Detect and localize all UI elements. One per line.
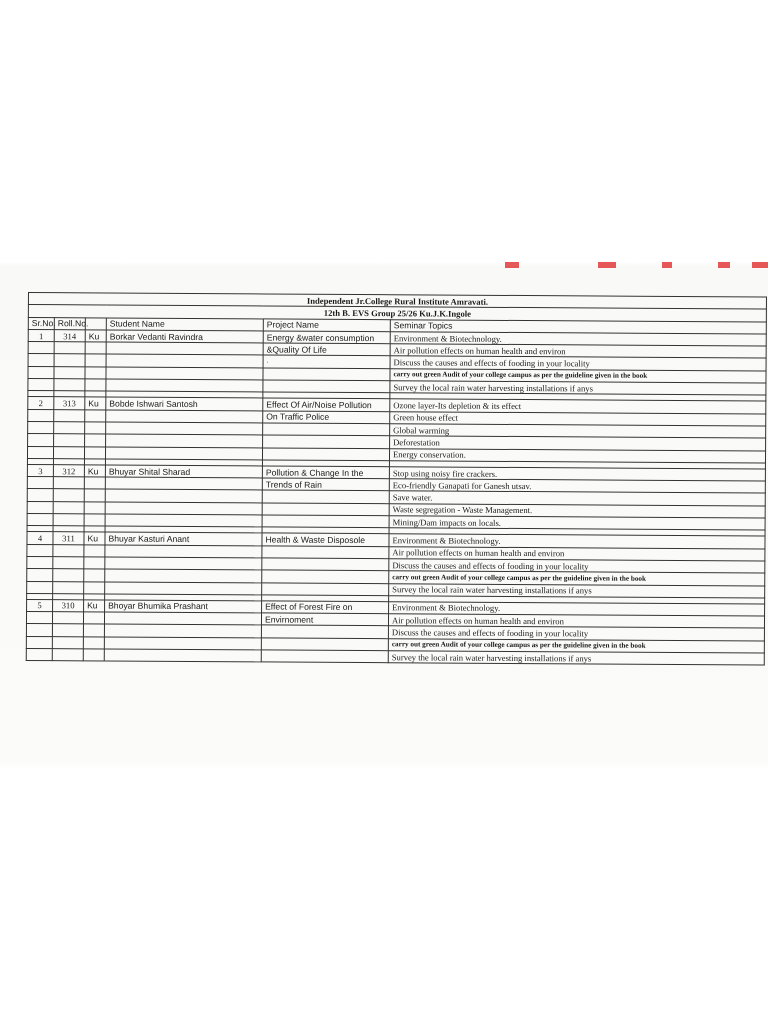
student-name-cell (106, 354, 263, 367)
seminar-topic-cell: Discuss the causes and effects of fooding in your locality (389, 559, 765, 574)
student-name-cell (104, 649, 261, 662)
col-header-prefix (85, 317, 106, 329)
project-name-cell (262, 503, 389, 516)
seminar-topic-cell: Eco-friendly Ganapati for Ganesh utsav. (389, 479, 765, 494)
seminar-topic-cell: carry out green Audit of your college campus as per the guideline given in the book (388, 638, 764, 653)
roll-no-cell (53, 514, 84, 526)
project-name-cell: Trends of Rain (262, 478, 389, 491)
sr-no-cell (28, 354, 54, 366)
seminar-topic-cell: Survey the local rain water harvesting installations if anys (390, 381, 766, 396)
prefix-cell: Ku (84, 465, 105, 477)
document-title: Independent Jr.College Rural Institute Amravati. (28, 293, 766, 310)
roll-no-cell (54, 366, 85, 378)
roll-no-cell: 314 (54, 330, 85, 342)
prefix-cell (85, 342, 106, 354)
prefix-cell (84, 446, 105, 458)
seminar-topic-cell: Discuss the causes and effects of fooding in your locality (390, 356, 766, 371)
sr-no-cell (27, 514, 53, 526)
roll-no-cell (53, 477, 84, 489)
project-name-cell (261, 625, 388, 638)
student-name-cell (104, 637, 261, 650)
sr-no-cell (26, 649, 52, 661)
red-edge-mark (662, 262, 672, 268)
sr-no-cell (27, 446, 53, 458)
project-name-cell (262, 447, 389, 460)
red-edge-mark (752, 262, 768, 268)
red-edge-mark (598, 262, 616, 268)
sr-no-cell (27, 581, 53, 593)
project-name-cell: Energy &water consumption (263, 331, 390, 344)
project-name-cell (262, 546, 389, 559)
sr-no-cell (28, 434, 54, 446)
sr-no-cell (26, 636, 52, 648)
student-name-cell: Bhoyar Bhumika Prashant (105, 600, 262, 613)
roll-no-cell (53, 569, 84, 581)
project-name-cell (262, 570, 389, 583)
seminar-topic-cell: Environment & Biotechnology. (389, 602, 765, 617)
project-name-cell: On Traffic Police (263, 411, 390, 424)
prefix-cell (84, 544, 105, 556)
roll-no-cell (54, 434, 85, 446)
student-name-cell (105, 557, 262, 570)
prefix-cell (85, 367, 106, 379)
sr-no-cell: 1 (28, 329, 54, 341)
sr-no-cell (28, 409, 54, 421)
prefix-cell (83, 612, 104, 624)
project-name-cell: Effect Of Air/Noise Pollution (263, 398, 390, 411)
prefix-cell: Ku (85, 330, 106, 342)
seminar-topic-cell: Air pollution effects on human health and environ (388, 614, 764, 629)
project-name-cell (263, 423, 390, 436)
seminar-topic-cell: Deforestation (390, 436, 766, 451)
project-table (26, 292, 767, 666)
sr-no-cell (27, 489, 53, 501)
student-name-cell (106, 434, 263, 447)
student-name-cell (105, 514, 262, 527)
roll-no-cell (54, 354, 85, 366)
prefix-cell (83, 637, 104, 649)
col-header-student-name: Student Name (106, 318, 263, 331)
prefix-cell: Ku (84, 532, 105, 544)
prefix-cell (84, 477, 105, 489)
prefix-cell (85, 422, 106, 434)
sr-no-cell (27, 501, 53, 513)
roll-no-cell (52, 624, 83, 636)
student-name-cell (106, 410, 263, 423)
sr-no-cell (28, 342, 54, 354)
sr-no-cell (28, 379, 54, 391)
sr-no-cell: 5 (27, 599, 53, 611)
prefix-cell (85, 410, 106, 422)
prefix-cell (85, 434, 106, 446)
prefix-cell (85, 379, 106, 391)
roll-no-cell (54, 379, 85, 391)
seminar-topic-cell: Stop using noisy fire crackers. (389, 467, 765, 482)
roll-no-cell: 312 (53, 465, 84, 477)
student-name-cell (105, 447, 262, 460)
roll-no-cell (53, 544, 84, 556)
project-name-cell (263, 380, 390, 393)
sr-no-cell: 3 (27, 464, 53, 476)
roll-no-cell: 313 (54, 397, 85, 409)
student-name-cell (105, 502, 262, 515)
project-name-cell: Health & Waste Disposole (262, 533, 389, 546)
seminar-topic-cell: Survey the local rain water harvesting installations if anys (389, 583, 765, 598)
prefix-cell (84, 514, 105, 526)
prefix-cell (83, 649, 104, 661)
seminar-topic-cell: Ozone layer-Its depletion & its effect (390, 399, 766, 414)
student-name-cell (105, 477, 262, 490)
col-header-project-name: Project Name (263, 319, 390, 332)
student-name-cell (106, 342, 263, 355)
document-subtitle: 12th B. EVS Group 25/26 Ku.J.K.Ingole (28, 305, 766, 322)
student-name-cell (105, 569, 262, 582)
roll-no-cell (54, 342, 85, 354)
seminar-topic-cell: Air pollution effects on human health and environ (390, 344, 766, 359)
col-header-roll-no: Roll.No. (54, 317, 85, 329)
student-name-cell: Borkar Vedanti Ravindra (106, 330, 263, 343)
seminar-topic-cell: Green house effect (390, 411, 766, 426)
seminar-topic-cell: Air pollution effects on human health and environ (389, 546, 765, 561)
prefix-cell (84, 569, 105, 581)
roll-no-cell (53, 489, 84, 501)
project-name-cell: Envirnoment (261, 613, 388, 626)
seminar-topic-cell: carry out green Audit of your college campus as per the guideline given in the book (390, 368, 766, 383)
sr-no-cell (27, 569, 53, 581)
student-name-cell (105, 545, 262, 558)
sr-no-cell: 2 (28, 397, 54, 409)
project-name-cell (263, 368, 390, 381)
roll-no-cell (53, 446, 84, 458)
seminar-topic-cell: Discuss the causes and effects of fooding in your locality (388, 626, 764, 641)
roll-no-cell (54, 409, 85, 421)
seminar-topic-cell: Environment & Biotechnology. (389, 534, 765, 549)
sr-no-cell (26, 624, 52, 636)
roll-no-cell (52, 636, 83, 648)
project-name-cell (261, 650, 388, 663)
col-header-seminar-topics: Seminar Topics (390, 319, 766, 334)
project-name-cell: Pollution & Change In the (262, 466, 389, 479)
prefix-cell (84, 502, 105, 514)
roll-no-cell (54, 422, 85, 434)
seminar-topic-cell: Waste segregation - Waste Management. (389, 503, 765, 518)
sr-no-cell (27, 544, 53, 556)
roll-no-cell (53, 581, 84, 593)
student-name-cell (106, 367, 263, 380)
col-header-sr-no: Sr.No. (28, 317, 54, 329)
prefix-cell (85, 354, 106, 366)
project-name-cell: &Quality Of Life (263, 343, 390, 356)
prefix-cell (84, 489, 105, 501)
seminar-topic-cell: Energy conservation. (389, 448, 765, 463)
roll-no-cell (52, 649, 83, 661)
student-name-cell: Bobde Ishwari Santosh (106, 397, 263, 410)
roll-no-cell (52, 612, 83, 624)
seminar-topic-cell: Environment & Biotechnology. (390, 332, 766, 347)
project-name-cell (261, 638, 388, 651)
roll-no-cell: 311 (53, 532, 84, 544)
seminar-topic-cell: carry out green Audit of your college campus as per the guideline given in the book (389, 571, 765, 586)
seminar-topic-cell: Mining/Dam impacts on locals. (389, 516, 765, 531)
red-edge-mark (718, 262, 730, 268)
sr-no-cell (26, 612, 52, 624)
student-name-cell (104, 612, 261, 625)
student-name-cell (104, 624, 261, 637)
sr-no-cell (28, 366, 54, 378)
student-name-cell: Bhuyar Kasturi Anant (105, 532, 262, 545)
student-name-cell: Bhuyar Shital Sharad (105, 465, 262, 478)
prefix-cell (84, 557, 105, 569)
project-name-cell (262, 582, 389, 595)
prefix-cell (84, 581, 105, 593)
seminar-topic-cell: Save water. (389, 491, 765, 506)
seminar-topic-cell: Survey the local rain water harvesting installations if anys (388, 651, 764, 666)
student-project-sheet (25, 292, 766, 746)
student-name-cell (106, 422, 263, 435)
project-name-cell: Effect of Forest Fire on (262, 601, 389, 614)
project-name-cell (263, 435, 390, 448)
roll-no-cell (53, 501, 84, 513)
sr-no-cell (27, 556, 53, 568)
red-edge-mark (505, 262, 519, 268)
prefix-cell: Ku (85, 397, 106, 409)
sr-no-cell (27, 477, 53, 489)
seminar-topic-cell: Global warming (390, 424, 766, 439)
student-name-cell (105, 489, 262, 502)
prefix-cell: Ku (84, 600, 105, 612)
sr-no-cell (28, 421, 54, 433)
student-name-cell (105, 582, 262, 595)
sr-no-cell: 4 (27, 532, 53, 544)
student-name-cell (106, 379, 263, 392)
project-name-cell (262, 490, 389, 503)
prefix-cell (83, 624, 104, 636)
roll-no-cell: 310 (53, 599, 84, 611)
project-name-cell (262, 558, 389, 571)
project-name-cell (262, 515, 389, 528)
roll-no-cell (53, 557, 84, 569)
project-name-cell: . (263, 355, 390, 368)
